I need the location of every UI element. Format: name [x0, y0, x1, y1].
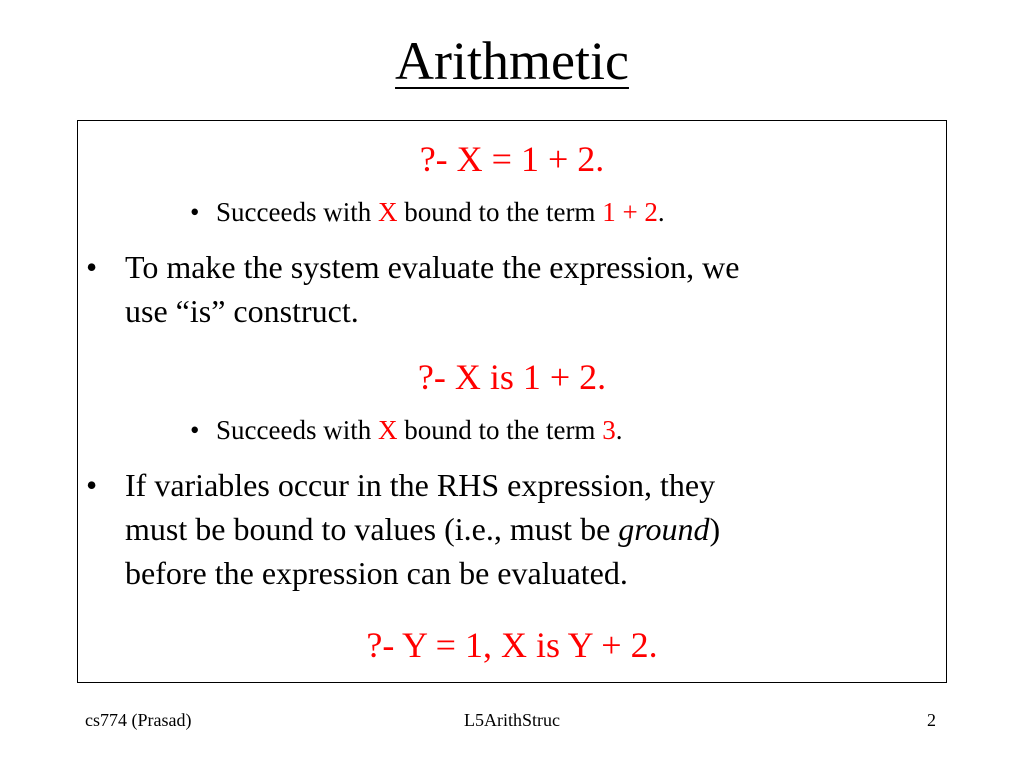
slide-title: Arithmetic	[395, 31, 629, 91]
bullet-line: use “is” construct.	[125, 293, 359, 329]
variable-x: X	[377, 197, 398, 227]
sub-text-mid: bound to the term	[397, 415, 603, 445]
bullet-line: before the expression can be evaluated.	[125, 555, 628, 591]
bullet-line: If variables occur in the RHS expression, they	[125, 467, 716, 503]
term-value: 1 + 2	[602, 197, 658, 227]
footer-course: cs774 (Prasad)	[85, 710, 192, 730]
query-line-1: ?- X = 1 + 2.	[419, 139, 605, 179]
footer-filename: L5ArithStruc	[464, 710, 560, 730]
bullet-dot: •	[190, 197, 200, 227]
query-line-2: ?- X is 1 + 2.	[417, 357, 607, 397]
bullet-text-1	[125, 245, 935, 333]
sub-text-post: .	[615, 415, 623, 445]
sub-text-pre: Succeeds with	[216, 415, 378, 445]
bullet-dot: •	[190, 415, 200, 445]
bullet-item-1	[78, 245, 946, 335]
sub-bullet-1	[190, 196, 665, 228]
bullet-item-2	[78, 463, 946, 598]
term-value: 3	[602, 415, 616, 445]
bullet-line: To make the system evaluate the expression, we	[125, 249, 740, 285]
sub-text-pre: Succeeds with	[216, 197, 378, 227]
emphasis-ground: ground	[618, 511, 710, 547]
bullet-dot: •	[86, 249, 98, 285]
sub-text-post: .	[657, 197, 665, 227]
content-box	[77, 120, 947, 683]
bullet-line-post: )	[709, 511, 721, 547]
sub-bullet-2	[190, 414, 622, 446]
variable-x: X	[377, 415, 398, 445]
bullet-line	[125, 507, 935, 551]
query-line-3: ?- Y = 1, X is Y + 2.	[366, 625, 658, 665]
page-number: 2	[927, 710, 936, 730]
sub-text-mid: bound to the term	[397, 197, 603, 227]
bullet-line-pre: must be bound to values (i.e., must be	[125, 511, 619, 547]
bullet-dot: •	[86, 467, 98, 503]
bullet-text-2	[125, 463, 935, 595]
